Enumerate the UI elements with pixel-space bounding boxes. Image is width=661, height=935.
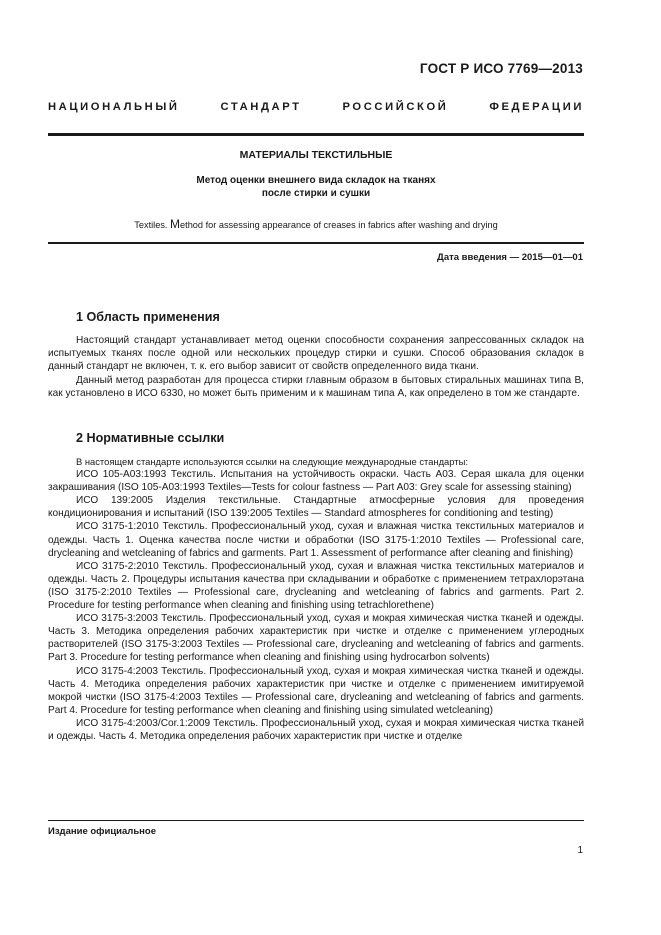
section-1-heading: 1 Область применения xyxy=(76,310,220,324)
reference-item: ИСО 105-A03:1993 Текстиль. Испытания на устойчивость окраски. Часть А03. Серая шкала для оценки закрашивания (ISO 105-A03:1993 Textiles—Tests for colour fastness — Part A03: Grey scale for assessing staining) xyxy=(48,469,584,494)
references-intro: В настоящем стандарте используются ссылки на следующие международные стандарты: xyxy=(76,456,468,467)
footer-rule xyxy=(48,820,584,821)
page-number: 1 xyxy=(577,845,583,856)
reference-item: ИСО 139:2005 Изделия текстильные. Стандартные атмосферные условия для проведения кондиционирования и испытаний (ISO 139:2005 Textiles — Standard atmospheres for conditioning and testing) xyxy=(48,495,584,520)
document-subtitle xyxy=(48,175,584,200)
reference-item: ИСО 3175-2:2010 Текстиль. Профессиональный уход, сухая и влажная чистка текстильных материалов и одежды. Часть 2. Процедуры испытания качества при складывании и обработке с применением тетрахлорэтана (ISO 3175-2:2010 Textiles — Professional care, drycleaning and wetcleaning of fabrics and garments. Part 2. Procedure for testing performance when cleaning and finishing using tetrachlorethene) xyxy=(48,560,584,612)
header-rule xyxy=(48,133,584,136)
introduction-date: Дата введения — 2015—01—01 xyxy=(437,252,583,263)
title-rule xyxy=(48,242,584,244)
national-standard-banner: НАЦИОНАЛЬНЫЙ СТАНДАРТ РОССИЙСКОЙ ФЕДЕРАЦИИ xyxy=(48,101,584,113)
english-title-part-1: Textiles. xyxy=(134,220,171,230)
section-1-paragraph-1: Настоящий стандарт устанавливает метод оценки способности сохранения запрессованных складок на испытуемых тканях после одной или нескольких процедур стирки и сушки. Способ образования складок в данный стандарт не включен, т. к. его выбор зависит от свойств определенного вида ткани. xyxy=(48,335,584,373)
reference-item: ИСО 3175-4:2003 Текстиль. Профессиональный уход, сухая и мокрая химическая чистка тканей и одежды. Часть 4. Методика определения рабочих характеристик при чистке и отделке с применением имитируемой мокрой чистки (ISO 3175-4:2003 Textiles — Professional care, drycleaning and wetcleaning of fabrics and garments. Part 4. Procedure for testing performance when cleaning and finishing using simulated wetcleaning) xyxy=(48,665,584,716)
english-title-m: M xyxy=(170,217,181,231)
reference-item: ИСО 3175-3:2003 Текстиль. Профессиональный уход, сухая и мокрая химическая чистка тканей и одежды. Часть 3. Методика определения рабочих характеристик при чистке и отделке с применением углеродных растворителей (ISO 3175-3:2003 Textiles — Professional care, drycleaning and wetcleaning of fabrics and garments. Part 3. Procedure for testing performance when cleaning and finishing using hydrocarbon solvents) xyxy=(48,613,584,664)
reference-item: ИСО 3175-4:2003/Cor.1:2009 Текстиль. Профессиональный уход, сухая и мокрая химическая чистка тканей и одежды. Часть 4. Методика определения рабочих характеристик при чистке и отделке xyxy=(48,717,584,742)
official-edition-label: Издание официальное xyxy=(48,826,156,837)
normative-references xyxy=(48,455,584,743)
section-2-heading: 2 Нормативные ссылки xyxy=(76,431,225,445)
document-title: МАТЕРИАЛЫ ТЕКСТИЛЬНЫЕ xyxy=(239,149,393,161)
gost-identifier: ГОСТ Р ИСО 7769—2013 xyxy=(419,61,583,76)
reference-item: ИСО 3175-1:2010 Текстиль. Профессиональный уход, сухая и влажная чистка текстильных материалов и одежды. Часть 1. Оценка качества после чистки и обработки (ISO 3175-1:2010 Textiles — Professional care, drycleaning and wetcleaning of fabrics and garments. Part 1. Assessment of performance after cleaning and finishing) xyxy=(48,521,584,559)
english-title xyxy=(48,217,584,231)
subtitle-line-2: после стирки и сушки xyxy=(261,187,371,199)
subtitle-line-1: Метод оценки внешнего вида складок на тканях xyxy=(196,175,436,186)
english-title-part-2: ethod for assessing appearance of creases in fabrics after washing and drying xyxy=(180,220,498,230)
section-1-paragraph-2: Данный метод разработан для процесса стирки главным образом в бытовых стиральных машинах типа В, как установлено в ИСО 6330, но может быть применим и к машинам типа А, как определено в том же стандарте. xyxy=(48,375,584,400)
